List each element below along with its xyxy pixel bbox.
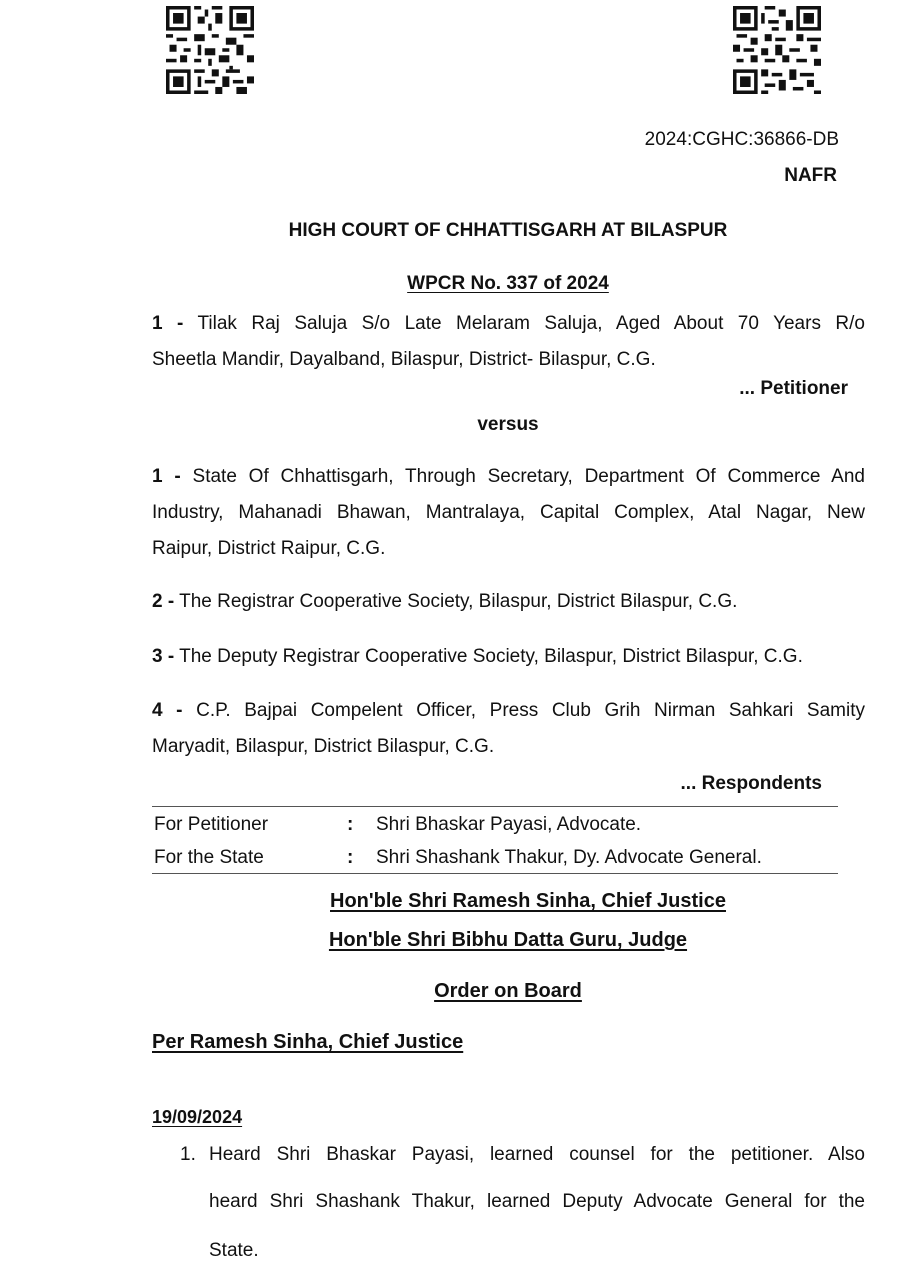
nafr-label: NAFR: [784, 165, 837, 186]
respondent-number: 1 -: [152, 466, 181, 487]
order-title: Order on Board: [434, 980, 582, 1002]
respondent-number: 2 -: [152, 591, 175, 612]
paragraph-number: 1.: [180, 1144, 196, 1165]
court-name: HIGH COURT OF CHHATTISGARH AT BILASPUR: [288, 220, 728, 241]
versus-label: versus: [477, 414, 539, 435]
petitioner-1-line1: [152, 306, 865, 342]
paragraph-1-line3: State.: [209, 1240, 259, 1261]
petitioner-label: ... Petitioner: [739, 378, 848, 399]
divider-bottom: [152, 873, 838, 874]
respondent-number: 3 -: [152, 646, 175, 667]
respondent-2: [152, 584, 865, 620]
appearance-separator: :: [347, 847, 354, 868]
respondent-number: 4 -: [152, 700, 183, 721]
bench-judge-1: Hon'ble Shri Ramesh Sinha, Chief Justice: [330, 890, 726, 912]
respondent-text: The Deputy Registrar Cooperative Society, Bilaspur, District Bilaspur, C.G.: [179, 646, 803, 667]
respondent-4-line2: Maryadit, Bilaspur, District Bilaspur, C.G.: [152, 736, 495, 757]
appearance-role: For Petitioner: [154, 814, 269, 835]
paragraph-1-line2: heard Shri Shashank Thakur, learned Deputy Advocate General for the: [209, 1191, 865, 1212]
per-judge: Per Ramesh Sinha, Chief Justice: [152, 1031, 464, 1053]
appearance-role: For the State: [154, 847, 264, 868]
petitioner-1-line2: Sheetla Mandir, Dayalband, Bilaspur, District- Bilaspur, C.G.: [152, 349, 656, 370]
respondent-4-line1: [152, 693, 865, 729]
appearance-counsel: Shri Bhaskar Payasi, Advocate.: [376, 814, 642, 835]
respondent-1-line2: Industry, Mahanadi Bhawan, Mantralaya, Capital Complex, Atal Nagar, New: [152, 502, 865, 523]
case-number: WPCR No. 337 of 2024: [407, 273, 609, 294]
bench-judge-2: Hon'ble Shri Bibhu Datta Guru, Judge: [328, 929, 688, 951]
appearance-separator: :: [347, 814, 354, 835]
respondent-text: C.P. Bajpai Compelent Officer, Press Club Grih Nirman Sahkari Samity: [196, 700, 865, 721]
respondent-1-line1: [152, 459, 865, 495]
respondent-1-line3: Raipur, District Raipur, C.G.: [152, 538, 386, 559]
qr-code-left-icon: [166, 6, 254, 94]
respondent-text: State Of Chhattisgarh, Through Secretary, Department Of Commerce And: [192, 466, 865, 487]
respondent-3: [152, 639, 865, 675]
petitioner-number: 1 -: [152, 313, 184, 334]
divider-top: [152, 806, 838, 807]
order-date: 19/09/2024: [152, 1107, 243, 1127]
respondents-label: ... Respondents: [680, 773, 822, 794]
petitioner-text: Tilak Raj Saluja S/o Late Melaram Saluja, Aged About 70 Years R/o: [197, 313, 865, 334]
paragraph-1-line1: Heard Shri Bhaskar Payasi, learned counsel for the petitioner. Also: [209, 1144, 865, 1165]
respondent-text: The Registrar Cooperative Society, Bilaspur, District Bilaspur, C.G.: [179, 591, 738, 612]
neutral-citation: 2024:CGHC:36866-DB: [644, 129, 839, 150]
qr-code-right-icon: [733, 6, 821, 94]
appearance-counsel: Shri Shashank Thakur, Dy. Advocate General.: [376, 847, 762, 868]
